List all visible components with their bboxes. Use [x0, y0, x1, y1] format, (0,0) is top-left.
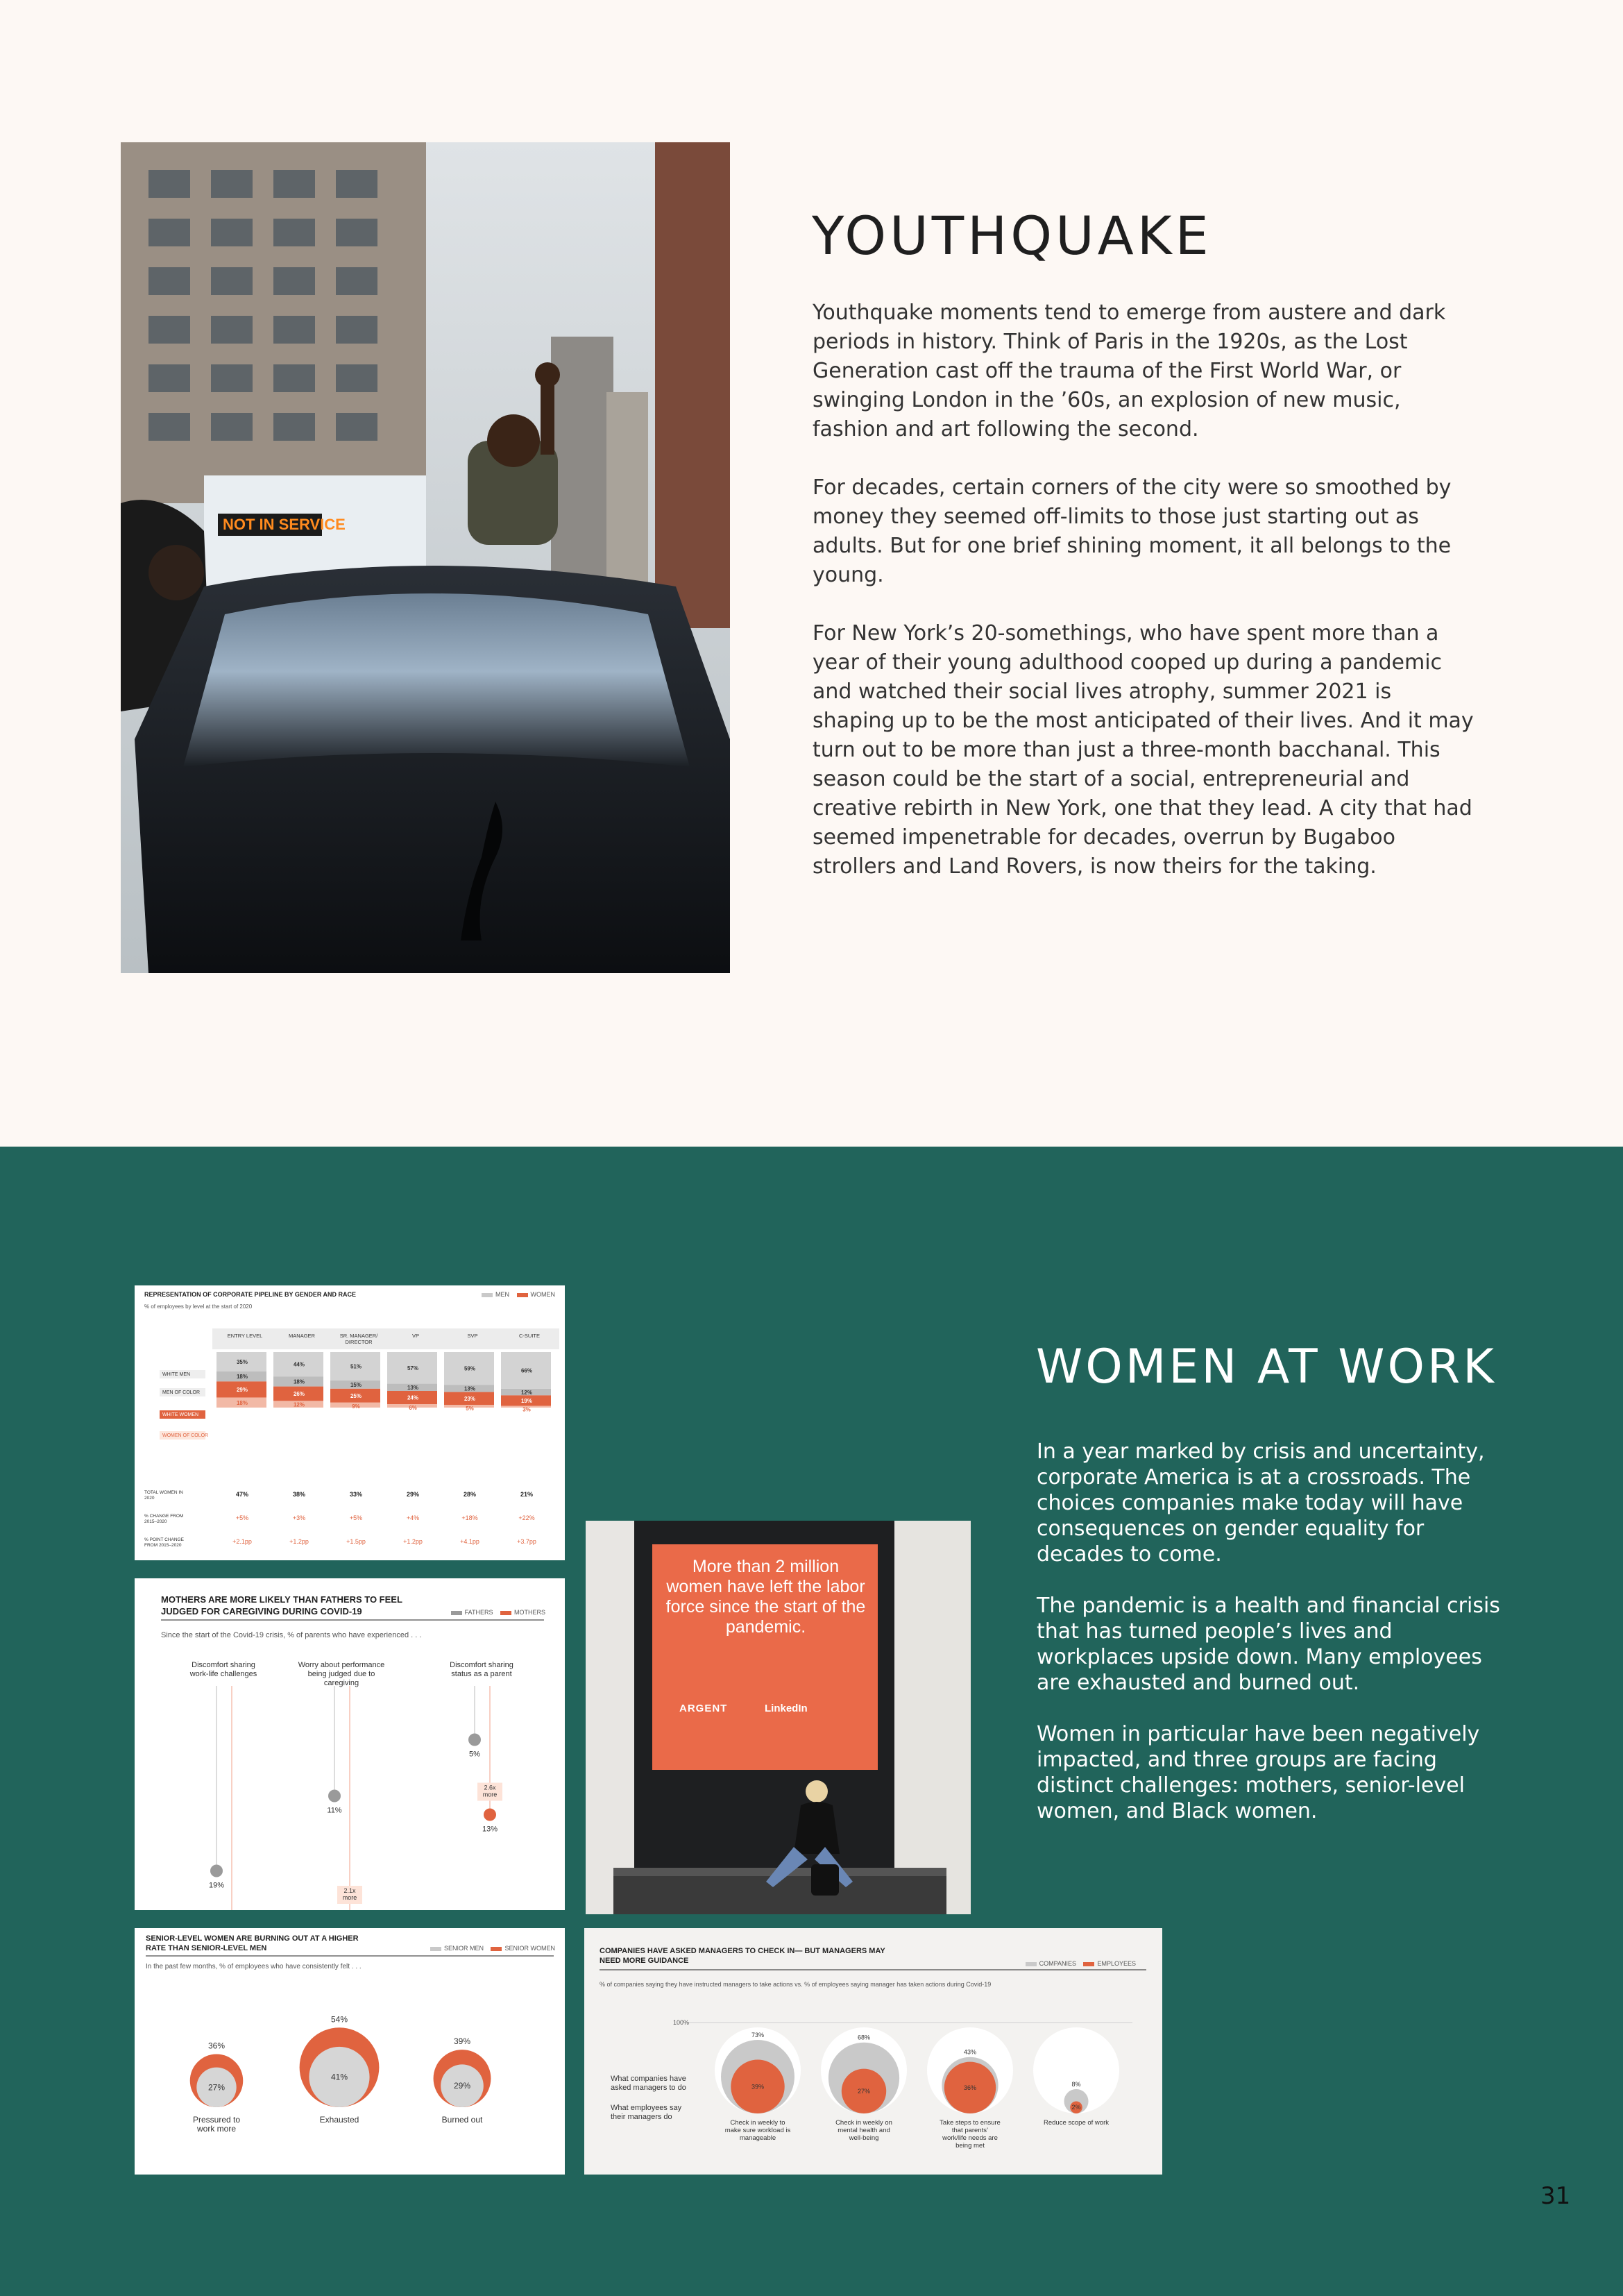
- legend-women: WOMEN: [530, 1291, 555, 1298]
- pipeline-value-label: 59%: [464, 1365, 476, 1372]
- legend-employees: EMPLOYEES: [1097, 1960, 1136, 1967]
- checkin-category-label: being met: [955, 2142, 985, 2150]
- burnout-category-label: work more: [196, 2124, 237, 2134]
- pipeline-row-value: 38%: [292, 1491, 306, 1498]
- pipeline-row-value: +3%: [292, 1514, 306, 1521]
- women-paragraph-2: The pandemic is a health and financial crisis that has turned people’s lives and workplaces upside down. Many employees are exhausted and burned out.: [1037, 1594, 1500, 1695]
- checkin-category-label: Check in weekly on: [835, 2119, 892, 2127]
- pipeline-chart: [135, 1285, 565, 1560]
- pipeline-value-label: 18%: [236, 1399, 248, 1406]
- pipeline-value-label: 18%: [236, 1374, 248, 1381]
- caregiving-category-label: status as a parent: [451, 1670, 512, 1678]
- checkin-chart: [584, 1928, 1162, 2175]
- caregiving-category-label: being judged due to: [307, 1670, 375, 1678]
- pipeline-level-label: SR. MANAGER/: [339, 1333, 378, 1339]
- pipeline-series-label: WHITE MEN: [162, 1372, 191, 1377]
- pipeline-series-label: WHITE WOMEN: [162, 1412, 199, 1417]
- burnout-subtitle: In the past few months, % of employees who have consistently felt . . .: [146, 1963, 362, 1970]
- caregiving-chart-card: [135, 1578, 565, 1910]
- pipeline-row-value: 21%: [520, 1491, 534, 1498]
- pipeline-row-label: TOTAL WOMEN IN: [144, 1490, 183, 1495]
- caregiving-annotation: more: [482, 1791, 498, 1798]
- caregiving-annotation: 2.1x: [343, 1887, 356, 1894]
- checkin-category-label: Check in weekly to: [730, 2119, 785, 2127]
- pipeline-value-label: 13%: [464, 1385, 476, 1392]
- pipeline-value-label: 6%: [409, 1405, 417, 1412]
- legend-mothers: MOTHERS: [514, 1609, 545, 1616]
- pipeline-row-value: 47%: [235, 1491, 249, 1498]
- pipeline-row-value: +3.7pp: [517, 1538, 536, 1545]
- pipeline-value-label: 25%: [350, 1392, 362, 1399]
- pipeline-row-value: +1.2pp: [289, 1538, 309, 1545]
- senior-women-value: 36%: [207, 2041, 226, 2051]
- pipeline-level-label: C-SUITE: [519, 1333, 540, 1339]
- burnout-category-label: Exhausted: [319, 2115, 359, 2125]
- youthquake-body: [813, 298, 1479, 911]
- pipeline-value-label: 15%: [350, 1381, 362, 1388]
- pipeline-row-value: 28%: [463, 1491, 477, 1498]
- legend-senior-women: SENIOR WOMEN: [504, 1945, 555, 1952]
- pipeline-value-label: 9%: [352, 1403, 360, 1410]
- pipeline-row-value: +1.5pp: [346, 1538, 366, 1545]
- checkin-category-label: manageable: [739, 2134, 776, 2142]
- companies-row-label: asked managers to do: [611, 2084, 686, 2092]
- senior-men-value: 27%: [207, 2082, 226, 2093]
- caregiving-annotation: more: [342, 1894, 357, 1901]
- burnout-category-label: Burned out: [441, 2115, 483, 2125]
- poster-headline: More than 2 million women have left the labor force since the start of the pandemic.: [665, 1557, 866, 1637]
- mothers-dot: [484, 1809, 496, 1821]
- pipeline-row-label: FROM 2015–2020: [144, 1543, 182, 1548]
- companies-row-label: What companies have: [611, 2075, 686, 2083]
- fathers-dot: [210, 1865, 223, 1877]
- employees-value: 39%: [751, 2083, 765, 2091]
- protest-photo: [121, 142, 730, 973]
- pipeline-row-value: +4%: [406, 1514, 420, 1521]
- employees-row-label: What employees say: [611, 2104, 682, 2112]
- pipeline-row-label: 2015–2020: [144, 1519, 167, 1524]
- women-at-work-body: [1037, 1439, 1515, 1850]
- pipeline-chart-card: [135, 1285, 565, 1560]
- burnout-chart-card: [135, 1928, 565, 2175]
- caregiving-category-label: Worry about performance: [298, 1661, 385, 1669]
- companies-value: 68%: [857, 2034, 871, 2041]
- page-number: 31: [1540, 2182, 1571, 2210]
- senior-men-value: 29%: [453, 2081, 471, 2091]
- protest-photo-art: [121, 142, 730, 973]
- caregiving-title: MOTHERS ARE MORE LIKELY THAN FATHERS TO FEEL JUDGED FOR CAREGIVING DURING COVID-19: [161, 1594, 402, 1617]
- caregiving-category-label: Discomfort sharing: [450, 1661, 513, 1669]
- burnout-category-label: Pressured to: [192, 2115, 241, 2125]
- pipeline-value-label: 13%: [407, 1384, 419, 1391]
- checkin-category-label: well-being: [849, 2134, 879, 2142]
- pipeline-row-value: +22%: [518, 1514, 535, 1521]
- senior-women-value: 39%: [453, 2036, 471, 2047]
- pipeline-level-label: DIRECTOR: [345, 1339, 373, 1345]
- senior-women-value: 54%: [330, 2014, 348, 2025]
- bus-sign: NOT IN SERVICE: [223, 516, 346, 533]
- pipeline-value-label: 18%: [293, 1378, 305, 1385]
- women-paragraph-1: In a year marked by crisis and uncertainty, corporate America is at a crossroads. The choices companies make today will have consequences on gender equality for decades to come.: [1037, 1440, 1485, 1567]
- caregiving-chart: [135, 1578, 565, 1910]
- pipeline-value-label: 5%: [466, 1406, 474, 1412]
- pipeline-value-label: 66%: [520, 1367, 533, 1374]
- youthquake-paragraph-3: For New York’s 20-somethings, who have spent more than a year of their young adulthood cooped up during a pandemic and watched their social lives atrophy, summer 2021 is shaping up to be the most anticipated of their lives. And it may turn out to be more than just a three-month bacchanal. This season could be the start of a social, entrepreneurial and creative rebirth in New York, one that they lead. A city that had seemed impenetrable for decades, overrun by Bugaboo strollers and Land Rovers, is now theirs for the taking.: [813, 621, 1474, 879]
- pipeline-level-label: ENTRY LEVEL: [227, 1333, 263, 1339]
- checkin-subtitle: % of companies saying they have instructed managers to take actions vs. % of employees saying manager has taken actions during Covid-19: [600, 1981, 992, 1988]
- pipeline-row-label: % POINT CHANGE: [144, 1537, 184, 1542]
- legend-fathers: FATHERS: [464, 1609, 493, 1616]
- fathers-value-label: 19%: [208, 1881, 225, 1890]
- pipeline-row-value: +5%: [349, 1514, 363, 1521]
- pipeline-row-value: +4.1pp: [460, 1538, 479, 1545]
- checkin-category-label: mental health and: [838, 2127, 890, 2134]
- checkin-max-label: 100%: [673, 2019, 690, 2026]
- pipeline-series-label: WOMEN OF COLOR: [162, 1433, 209, 1438]
- checkin-category-label: Reduce scope of work: [1044, 2119, 1109, 2127]
- pipeline-value-label: 51%: [350, 1363, 362, 1370]
- youthquake-paragraph-2: For decades, certain corners of the city were so smoothed by money they seemed off-limits to those just starting out as adults. But for one brief shining moment, it all belongs to the young.: [813, 475, 1452, 587]
- burnout-chart: [135, 1928, 565, 2175]
- women-paragraph-3: Women in particular have been negatively impacted, and three groups are facing distinct challenges: mothers, senior-level women, and Black women.: [1037, 1722, 1480, 1823]
- fathers-dot: [328, 1790, 341, 1803]
- pipeline-value-label: 35%: [236, 1359, 248, 1365]
- pipeline-row-value: +2.1pp: [232, 1538, 252, 1545]
- pipeline-level-label: SVP: [467, 1333, 478, 1339]
- poster-brand-argent: ARGENT: [679, 1703, 728, 1714]
- employees-value: 36%: [963, 2084, 977, 2091]
- senior-men-value: 41%: [330, 2072, 348, 2082]
- fathers-value-label: 5%: [469, 1750, 480, 1759]
- pipeline-title: REPRESENTATION OF CORPORATE PIPELINE BY GENDER AND RACE: [144, 1291, 357, 1298]
- caregiving-annotation: 2.6x: [484, 1784, 496, 1791]
- pipeline-row-value: 33%: [349, 1491, 363, 1498]
- legend-senior-men: SENIOR MEN: [443, 1945, 484, 1952]
- legend-companies: COMPANIES: [1039, 1960, 1076, 1967]
- pipeline-value-label: 3%: [522, 1406, 531, 1413]
- pipeline-value-label: 12%: [520, 1389, 533, 1396]
- fathers-value-label: 11%: [327, 1806, 342, 1815]
- pipeline-subtitle: % of employees by level at the start of 2020: [144, 1303, 253, 1310]
- pipeline-value-label: 44%: [293, 1361, 305, 1368]
- pipeline-row-label: % CHANGE FROM: [144, 1514, 184, 1519]
- pipeline-level-label: MANAGER: [289, 1333, 315, 1339]
- pipeline-value-label: 24%: [407, 1394, 419, 1401]
- pipeline-value-label: 12%: [293, 1401, 305, 1408]
- pipeline-row-label: 2020: [144, 1496, 155, 1501]
- checkin-chart-card: [584, 1928, 1162, 2175]
- pipeline-row-value: +1.2pp: [403, 1538, 423, 1545]
- pipeline-level-label: VP: [411, 1333, 420, 1339]
- youthquake-paragraph-1: Youthquake moments tend to emerge from austere and dark periods in history. Think of Paris in the 1920s, as the Lost Generation cast off the trauma of the First World War, or swinging London in the ’60s, an explosion of new music, fashion and art following the second.: [813, 301, 1446, 441]
- employees-row-label: their managers do: [611, 2113, 672, 2121]
- poster-photo: [586, 1521, 971, 1914]
- companies-value: 8%: [1071, 2080, 1081, 2088]
- pipeline-value-label: 23%: [464, 1395, 476, 1402]
- caregiving-subtitle: Since the start of the Covid-19 crisis, % of parents who have experienced . . .: [161, 1631, 422, 1639]
- checkin-category-label: make sure workload is: [724, 2127, 791, 2134]
- checkin-category-label: work/life needs are: [942, 2134, 998, 2142]
- pipeline-row-value: 29%: [406, 1491, 420, 1498]
- pipeline-value-label: 26%: [293, 1391, 305, 1397]
- checkin-category-label: Take steps to ensure: [940, 2119, 1001, 2127]
- pipeline-value-label: 29%: [236, 1387, 248, 1393]
- employees-value: 27%: [857, 2087, 871, 2095]
- pipeline-series-label: MEN OF COLOR: [162, 1390, 201, 1395]
- companies-value: 73%: [751, 2032, 765, 2039]
- employees-value: 2%: [1071, 2104, 1081, 2111]
- checkin-category-label: that parents’: [951, 2127, 989, 2134]
- youthquake-title: YOUTHQUAKE: [812, 205, 1212, 267]
- legend-men: MEN: [495, 1291, 509, 1298]
- fathers-dot: [468, 1734, 481, 1746]
- caregiving-category-label: Discomfort sharing: [192, 1661, 255, 1669]
- mothers-value-label: 13%: [482, 1825, 498, 1834]
- checkin-title: COMPANIES HAVE ASKED MANAGERS TO CHECK IN— BUT MANAGERS MAY NEED MORE GUIDANCE: [600, 1947, 885, 1965]
- poster-brand-linkedin: LinkedIn: [765, 1703, 808, 1714]
- pipeline-header-bg: [212, 1328, 559, 1349]
- pipeline-row-value: +18%: [461, 1514, 478, 1521]
- caregiving-category-label: work-life challenges: [189, 1670, 257, 1678]
- women-at-work-title: WOMEN AT WORK: [1036, 1340, 1497, 1394]
- pipeline-value-label: 19%: [520, 1398, 533, 1404]
- burnout-title: SENIOR-LEVEL WOMEN ARE BURNING OUT AT A HIGHER RATE THAN SENIOR-LEVEL MEN: [146, 1934, 359, 1952]
- caregiving-category-label: caregiving: [323, 1679, 359, 1687]
- pipeline-row-value: +5%: [235, 1514, 249, 1521]
- companies-value: 43%: [963, 2048, 977, 2056]
- pipeline-value-label: 57%: [407, 1365, 419, 1371]
